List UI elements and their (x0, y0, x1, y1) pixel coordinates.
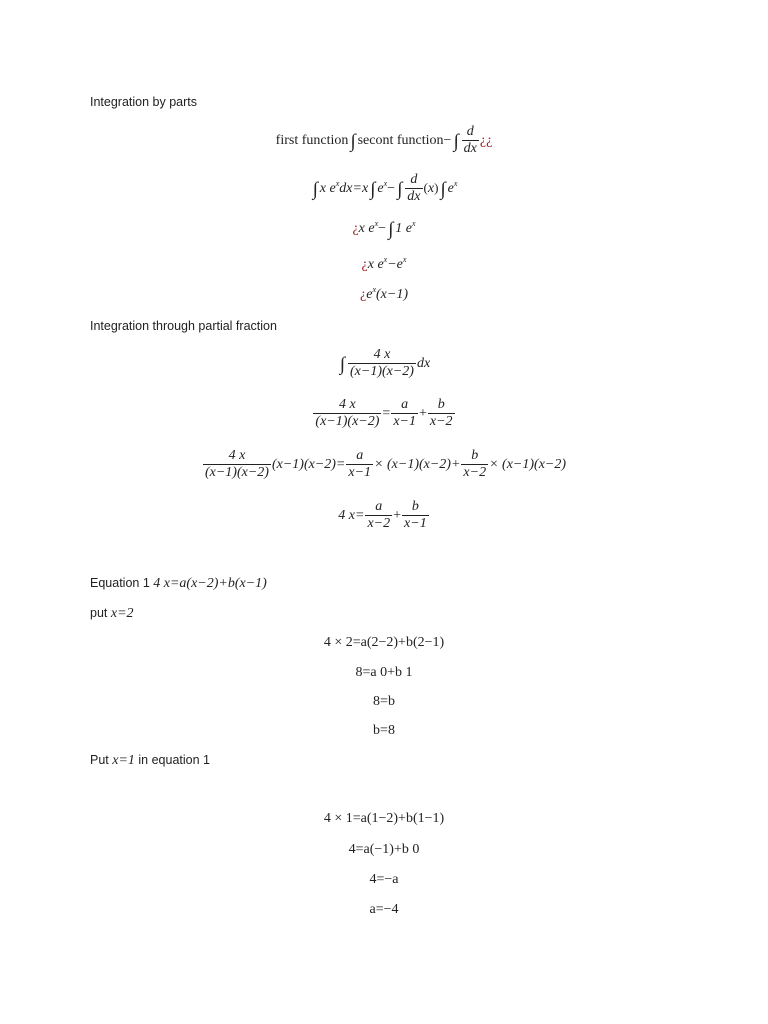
put-expr: x=2 (110, 606, 134, 621)
integral-sign: ∫ (350, 130, 356, 152)
put-rest: in equation 1 (134, 753, 210, 767)
unknown-chars: ¿¿ (479, 132, 493, 148)
put-label: Put (90, 753, 113, 767)
fraction-a: $\frac{a}{x-1}$ (393, 397, 416, 430)
equation-integration-by-parts-rule (0, 124, 768, 157)
put-label: put (90, 606, 111, 620)
integral-sign: ∫ (370, 178, 376, 200)
step-x1-2: 4=a(−1)+b 0 (348, 842, 420, 857)
term: x (427, 180, 435, 196)
step-x2-2: 8=a 0+b 1 (355, 665, 413, 680)
fraction-a: $\frac{a}{x-2}$ (367, 499, 391, 532)
fraction-a: $\frac{a}{x-1}$ (348, 448, 372, 481)
integral-sign: ∫ (397, 178, 403, 200)
equation-step-1: ¿x $e^x-$ ∫ 1 $e^x$ (352, 219, 416, 240)
equation-step-2: ¿x $e^x-e^x$ (361, 255, 407, 272)
term: 1 e (395, 221, 412, 236)
heading-integration-by-parts: Integration by parts (90, 95, 198, 109)
integral-sign: ∫ (453, 130, 459, 152)
equation-partial-fraction-setup: $\frac{4 x}{(x-1)(x-2)}$ = $\frac{a}{x-1}$ + $\frac{b}{x-2}$ (315, 397, 453, 430)
fraction: $\frac{4 x}{(x-1)(x-2)}$ (204, 448, 269, 481)
term: × (x−1)(x−2) (489, 456, 567, 472)
term: (x−1) (376, 287, 408, 302)
first-function-text: first function (275, 132, 349, 148)
step-x2-4: b=8 (373, 723, 395, 738)
fraction-b: $\frac{b}{x-2}$ (463, 448, 487, 481)
term: dx=x (339, 180, 369, 196)
term: dx (416, 355, 431, 371)
term: −e (387, 257, 403, 272)
term: 4 x= (338, 507, 365, 523)
equation-integral-4x (0, 347, 768, 380)
step-x1-1: 4 × 1=a(1−2)+b(1−1) (323, 811, 445, 826)
secont-function-text: secont function (357, 132, 444, 148)
unknown-char: ¿ (361, 257, 368, 272)
equation-1-expr: 4 x=a(x−2)+b(x−1) (153, 576, 267, 591)
term: e (366, 287, 373, 302)
step-x2-1: 4 × 2=a(2−2)+b(2−1) (323, 635, 445, 650)
term: e (447, 180, 454, 196)
derivative-fraction: $\frac{d}{dx}$ (407, 172, 421, 205)
heading-partial-fraction: Integration through partial fraction (90, 319, 277, 333)
fraction: $\frac{4 x}{(x-1)(x-2)}$ (350, 347, 414, 380)
term: × (x−1)(x−2)+ (374, 456, 461, 472)
unknown-char: ¿ (360, 287, 367, 302)
put-x-2-line (90, 606, 134, 622)
equation-1-label: Equation 1 (90, 576, 154, 590)
equation-step-3: ¿$e^x(x-1)$ (360, 285, 408, 302)
put-x-1-line (90, 753, 210, 769)
fraction-b: $\frac{b}{x-1}$ (404, 499, 427, 532)
put-expr: x=1 (112, 753, 135, 768)
minus-sign: − (443, 132, 452, 148)
term: x e (367, 257, 384, 272)
integral-sign: ∫ (440, 178, 446, 200)
fraction-b: $\frac{b}{x-2}$ (429, 397, 453, 430)
term: e (377, 180, 384, 196)
step-x1-3: 4=−a (369, 872, 399, 887)
minus-sign: − (387, 180, 396, 196)
step-x1-4: a=−4 (369, 902, 399, 917)
integral-sign: ∫ (339, 353, 345, 375)
equation-multiply-both-sides (0, 448, 768, 481)
term: (x−1)(x−2)= (271, 456, 346, 472)
derivative-fraction: $\frac{d}{dx}$ (463, 124, 477, 157)
integral-sign: ∫ (312, 178, 318, 200)
equation-x-e-x: ∫ x $e^xdx=x$ ∫ $e^x-$ ∫ $\frac{d}{dx}$ (x) ∫ $e^x$ (312, 172, 458, 205)
minus-sign: − (378, 221, 387, 236)
term: x e (319, 180, 336, 196)
unknown-char: ¿ (352, 221, 359, 236)
fraction: $\frac{4 x}{(x-1)(x-2)}$ (315, 397, 380, 430)
equation-4x: 4 x= $\frac{a}{x-2}$ + $\frac{b}{x-1}$ (338, 499, 427, 532)
term: x e (358, 221, 375, 236)
integral-sign: ∫ (388, 219, 394, 240)
step-x2-3: 8=b (373, 694, 395, 709)
equation-1-line (90, 576, 267, 592)
